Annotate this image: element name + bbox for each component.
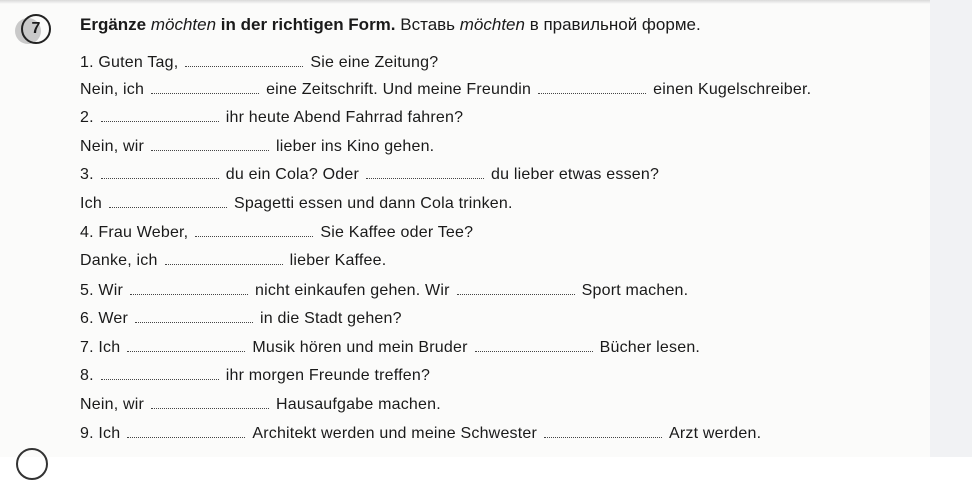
line-text: einen Kugelschreiber.: [653, 81, 812, 98]
answer-blank[interactable]: [151, 92, 259, 94]
exercise-line-3: [80, 109, 463, 127]
line-text: 9. Ich: [80, 425, 121, 442]
line-text: 3.: [80, 166, 94, 183]
line-text: 7. Ich: [80, 339, 121, 356]
answer-blank[interactable]: [538, 92, 646, 94]
exercise-line-9: [80, 282, 688, 300]
exercise-line-14: [80, 425, 761, 443]
line-text: 2.: [80, 109, 94, 126]
line-text: ihr heute Abend Fahrrad fahren?: [225, 109, 464, 126]
answer-blank[interactable]: [127, 350, 245, 352]
exercise-line-11: [80, 339, 700, 357]
line-text: Sie Kaffee oder Tee?: [320, 224, 474, 241]
exercise-number-badge: 7: [21, 14, 51, 44]
answer-blank[interactable]: [127, 436, 245, 438]
answer-blank[interactable]: [366, 177, 484, 179]
exercise-line-8: [80, 252, 386, 270]
answer-blank[interactable]: [185, 65, 303, 67]
line-text: eine Zeitschrift. Und meine Freundin: [266, 81, 532, 98]
line-text: in die Stadt gehen?: [260, 310, 402, 327]
right-margin-panel: [930, 0, 972, 457]
answer-blank[interactable]: [101, 120, 219, 122]
answer-blank[interactable]: [109, 206, 227, 208]
answer-blank[interactable]: [135, 321, 253, 323]
line-text: Arzt werden.: [669, 425, 762, 442]
exercise-line-6: [80, 195, 513, 213]
answer-blank[interactable]: [151, 149, 269, 151]
answer-blank[interactable]: [130, 293, 248, 295]
line-text: ihr morgen Freunde treffen?: [225, 367, 431, 384]
line-text: Nein, wir: [80, 138, 145, 155]
exercise-line-13: [80, 396, 441, 414]
line-text: 8.: [80, 367, 94, 384]
exercise-line-2: [80, 81, 811, 99]
instruction-ru-part1: Вставь: [395, 15, 460, 34]
line-text: du lieber etwas essen?: [491, 166, 660, 183]
instruction-de-part1: Ergänze: [80, 15, 151, 34]
line-text: nicht einkaufen gehen. Wir: [254, 282, 450, 299]
line-text: du ein Cola? Oder: [225, 166, 360, 183]
line-text: Musik hören und mein Bruder: [252, 339, 468, 356]
line-text: Hausaufgabe machen.: [276, 396, 441, 413]
line-text: Nein, ich: [80, 81, 145, 98]
answer-blank[interactable]: [195, 235, 313, 237]
line-text: 1. Guten Tag,: [80, 54, 179, 71]
line-text: Spagetti essen und dann Cola trinken.: [233, 195, 513, 212]
instruction-ru-verb: möchten: [459, 15, 525, 34]
exercise-line-7: [80, 224, 473, 242]
line-text: 4. Frau Weber,: [80, 224, 189, 241]
line-text: Bücher lesen.: [599, 339, 701, 356]
exercise-instruction: [80, 15, 701, 35]
instruction-ru-part2: в правильной форме.: [524, 15, 701, 34]
exercise-line-12: [80, 367, 430, 385]
instruction-de-part2: in der richtigen Form.: [216, 15, 396, 34]
line-text: Ich: [80, 195, 102, 212]
line-text: 6. Wer: [80, 310, 129, 327]
exercise-line-4: [80, 138, 434, 156]
line-text: Architekt werden und meine Schwester: [252, 425, 538, 442]
answer-blank[interactable]: [101, 378, 219, 380]
answer-blank[interactable]: [101, 177, 219, 179]
exercise-line-1: [80, 54, 438, 72]
top-edge: [0, 0, 930, 4]
answer-blank[interactable]: [475, 350, 593, 352]
answer-blank[interactable]: [151, 407, 269, 409]
line-text: Sie eine Zeitung?: [310, 54, 439, 71]
line-text: lieber Kaffee.: [289, 252, 387, 269]
line-text: 5. Wir: [80, 282, 123, 299]
exercise-line-10: [80, 310, 402, 328]
answer-blank[interactable]: [544, 436, 662, 438]
line-text: Danke, ich: [80, 252, 158, 269]
answer-blank[interactable]: [457, 293, 575, 295]
answer-blank[interactable]: [165, 263, 283, 265]
line-text: lieber ins Kino gehen.: [276, 138, 435, 155]
line-text: Nein, wir: [80, 396, 145, 413]
line-text: Sport machen.: [581, 282, 689, 299]
instruction-de-verb: möchten: [150, 15, 217, 34]
exercise-line-5: [80, 166, 659, 184]
next-exercise-badge-edge: [16, 448, 48, 480]
